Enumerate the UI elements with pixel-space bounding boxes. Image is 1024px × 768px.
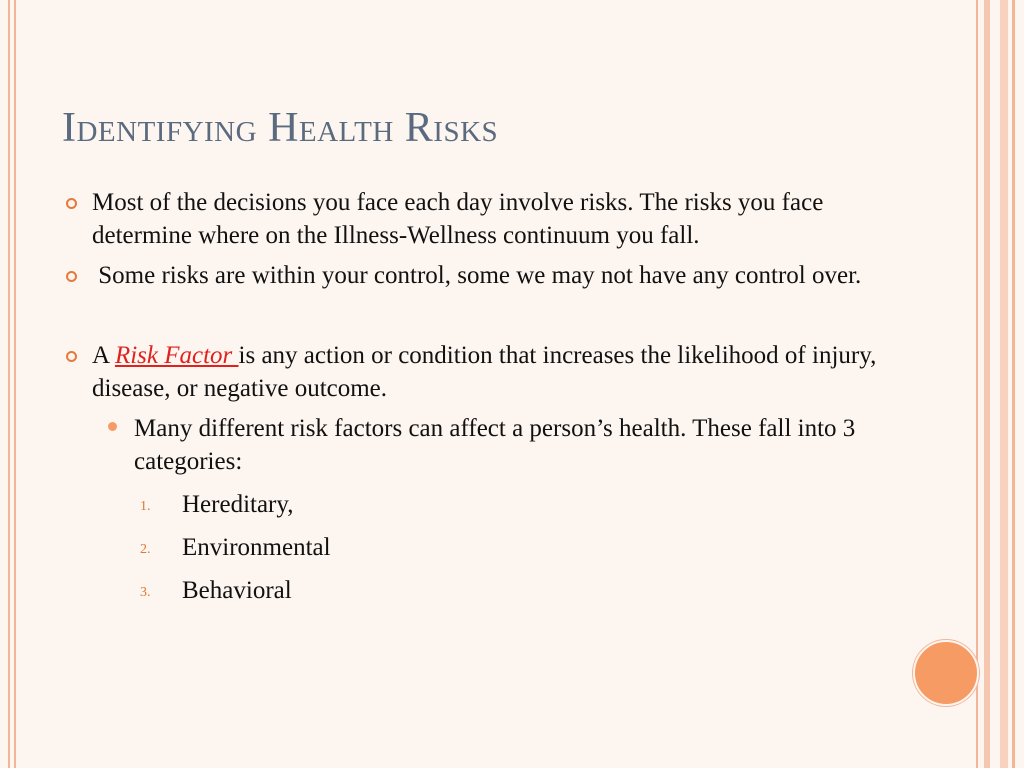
bullet-item xyxy=(62,339,892,405)
left-border-line xyxy=(14,0,16,768)
slide-title: Identifying Health Risks xyxy=(62,105,499,151)
slide-content xyxy=(62,186,892,607)
bullet-text: Some risks are within your control, some we may not have any control over. xyxy=(92,262,862,289)
bullet-suffix: is any action or condition that increases the likelihood of injury, disease, or negative outcome. xyxy=(92,342,877,402)
numbered-item-environmental xyxy=(140,531,892,564)
right-border-line xyxy=(1000,0,1008,768)
bullet-prefix: A xyxy=(92,342,115,369)
bullet-ring-icon xyxy=(66,271,77,282)
right-border-line xyxy=(1012,0,1015,768)
sub-bullet-dot-icon xyxy=(108,422,117,431)
item-label: Hereditary, xyxy=(182,491,294,518)
decorative-circle xyxy=(913,640,979,706)
numbered-item-hereditary xyxy=(140,488,892,521)
bullet-item xyxy=(62,259,892,292)
sub-bullet-text: Many different risk factors can affect a person’s health. These fall into 3 categories: xyxy=(134,415,856,475)
item-number: 3. xyxy=(140,585,151,600)
left-border-line xyxy=(8,0,10,768)
item-label: Behavioral xyxy=(182,577,292,604)
bullet-ring-icon xyxy=(66,351,77,362)
item-number: 2. xyxy=(140,542,151,557)
sub-bullet-item xyxy=(104,412,892,478)
numbered-item-behavioral xyxy=(140,574,892,607)
item-number: 1. xyxy=(140,499,151,514)
risk-factor-link[interactable]: Risk Factor xyxy=(114,342,239,369)
bullet-item xyxy=(62,186,892,252)
right-border-line xyxy=(976,0,978,768)
right-border-line xyxy=(984,0,990,768)
bullet-text: Most of the decisions you face each day involve risks. The risks you face determine where on the Illness-Wellness continuum you fall. xyxy=(92,189,824,249)
item-label: Environmental xyxy=(182,534,331,561)
bullet-ring-icon xyxy=(66,198,77,209)
